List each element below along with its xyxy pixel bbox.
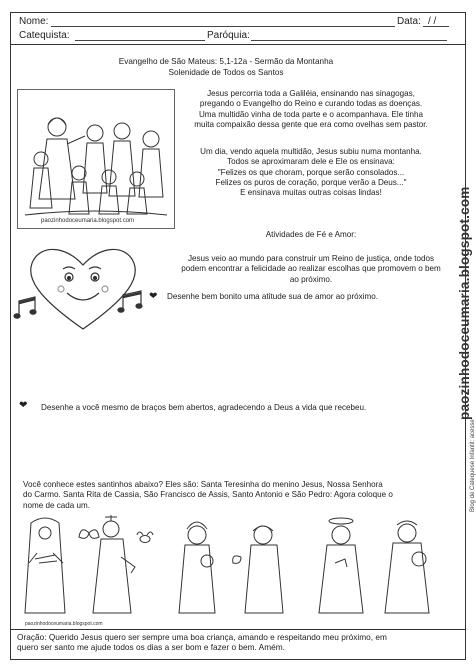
catequista-line[interactable]	[75, 40, 205, 41]
smiling-heart-illustration	[17, 237, 149, 341]
data-slashes: / /	[428, 16, 437, 27]
jesus-crowd-illustration	[17, 89, 175, 229]
prayer-text: Oração: Querido Jesus quero ser sempre uma boa criança, amando e respeitando meu próximo, em quero ser santo me ajude todos os dias a ser bom e fazer o bem. Amém.	[17, 632, 387, 653]
heart-bullet-icon: ❤	[149, 291, 158, 302]
saint-figure-1	[25, 518, 65, 613]
data-label: Data:	[397, 16, 421, 27]
prayer-divider	[11, 629, 465, 630]
saints-caption: paozinhodoceumaria.blogspot.com	[25, 621, 103, 627]
sidebar-subtitle: Blog de Catequese Infantil: acesse	[470, 419, 476, 512]
catequista-label: Catequista:	[19, 30, 70, 41]
nome-label: Nome:	[19, 16, 49, 27]
solemnity-title: Solenidade de Todos os Santos	[168, 68, 284, 77]
header-row-2	[11, 27, 465, 45]
blog-url[interactable]: paozinhodoceumaria.blogspot.com	[457, 186, 472, 420]
sidebar-blog-text	[457, 187, 472, 420]
saints-illustration	[15, 513, 445, 623]
drawing-area-2[interactable]	[21, 417, 441, 475]
drawing-area-1[interactable]	[161, 313, 441, 389]
heart-bullet-icon: ❤	[19, 400, 28, 411]
saints-question: Você conhece estes santinhos abaixo? Eles são: Santa Teresinha do menino Jesus, Nossa Senhora do Carmo. Santa Rita de Cassia, São Francisco de Assis, Santo Antonio e São Pedro: Agora coloque o nome de cada um.	[23, 480, 393, 510]
gospel-paragraph-2: Um dia, vendo aquela multidão, Jesus subiu numa montanha. Todos se aproximaram dele e Ele os ensinava: "Felizes os que choram, porque serão consolados... Felizes os puros de coração, porque verão a Deus..." E ensinava muitas outras coisas lindas!	[200, 147, 422, 198]
gospel-paragraph-1: Jesus percorria toda a Galiléia, ensinando nas sinagogas, pregando o Evangelho do Reino e curando todas as doenças. Uma multidão vinha de toda parte e o acompanhava. Ele tinha muita compaixão dessa gente que era como ovelhas sem pastor.	[194, 89, 428, 129]
gospel-title: Evangelho de São Mateus: 5,1-12a - Sermão da Montanha	[118, 57, 334, 66]
task-1-text: Desenhe bem bonito uma atitude sua de amor ao próximo.	[167, 292, 379, 301]
task-2-text: Desenhe a você mesmo de braços bem abertos, agradecendo a Deus a vida que recebeu.	[41, 403, 367, 412]
paroquia-line[interactable]	[251, 40, 447, 41]
worksheet	[10, 12, 466, 660]
illustration-caption: paozinhodoceumaria.blogspot.com	[41, 218, 135, 224]
paroquia-label: Paróquia:	[207, 30, 250, 41]
activities-intro: Jesus veio ao mundo para construir um Reino de justiça, onde todos podem encontrar a felicidade ao realizar escolhas que promovem o bem ao próximo.	[181, 254, 441, 284]
activities-title: Atividades de Fé e Amor:	[265, 230, 357, 239]
